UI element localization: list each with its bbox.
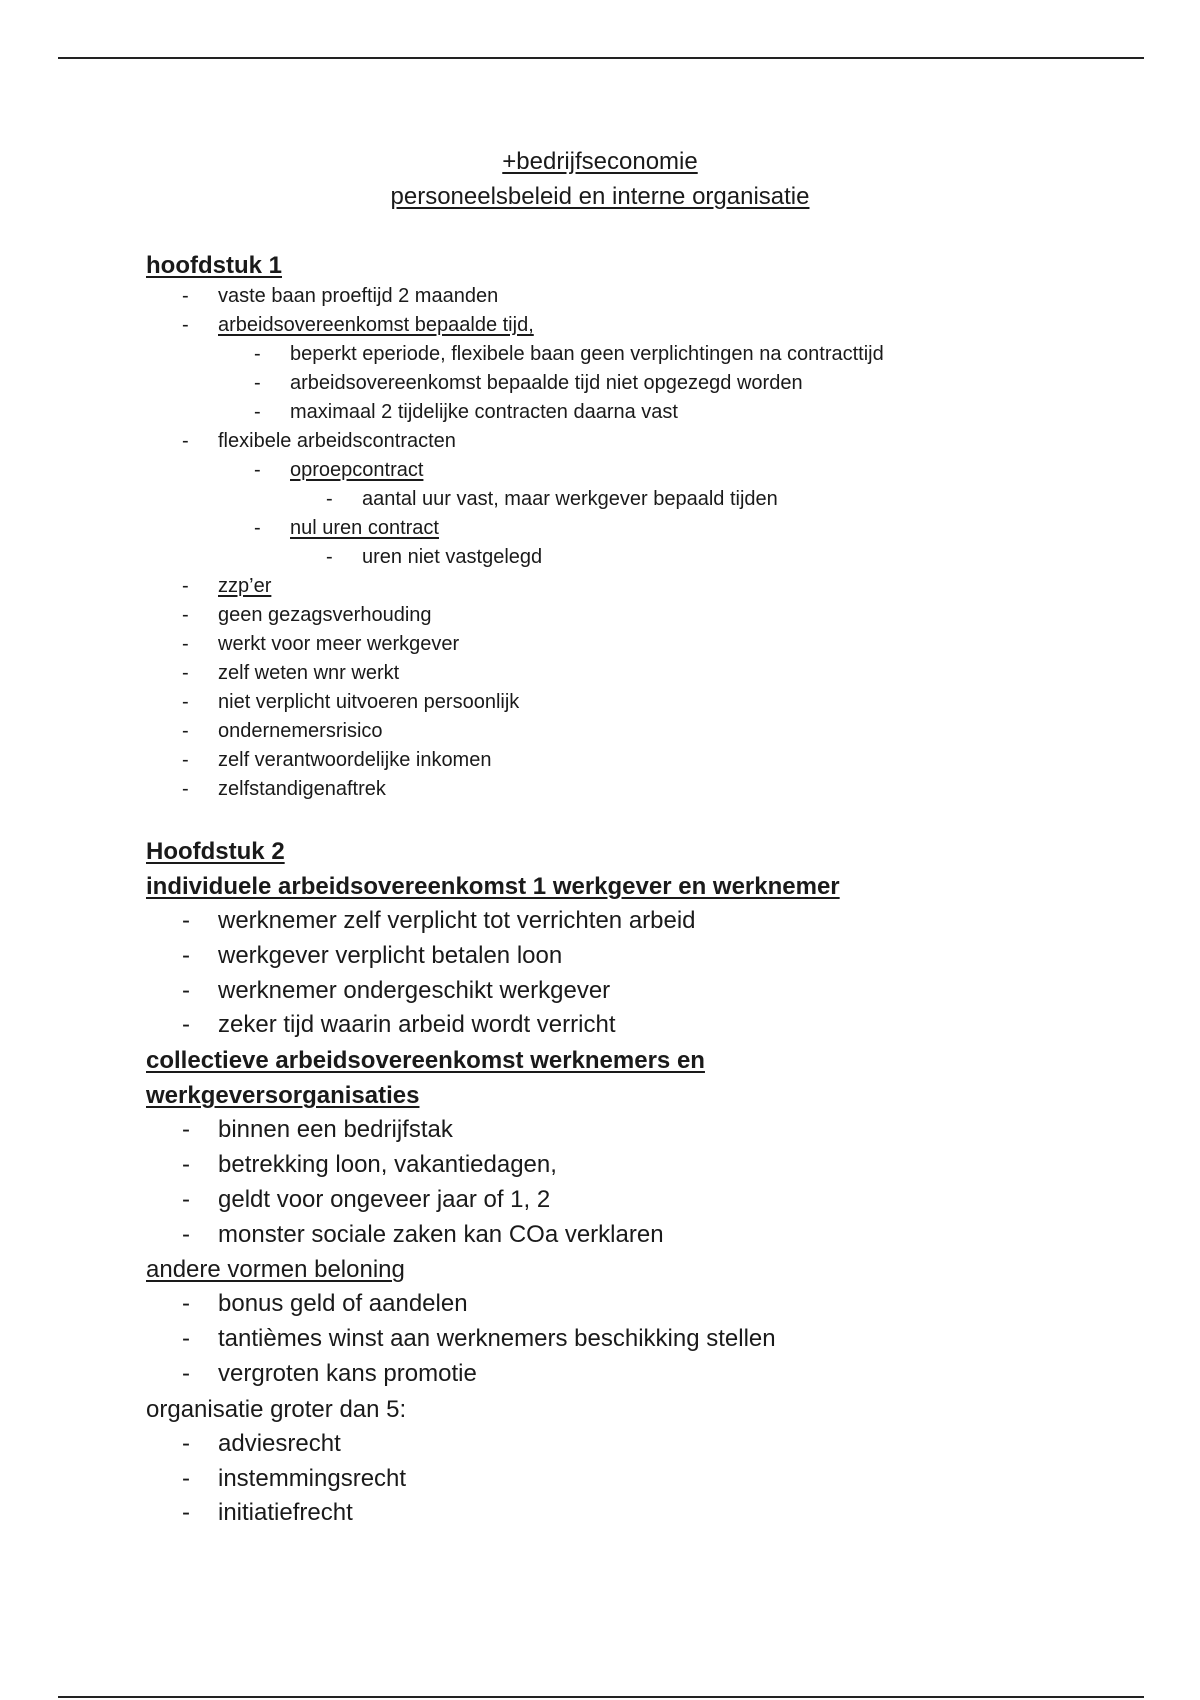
document-subtitle: personeelsbeleid en interne organisatie [390,183,810,210]
organisatie-label: organisatie groter dan 5: [146,1395,407,1423]
list-item: - betrekking loon, vakantiedagen, [146,1148,1146,1183]
chapter-1-list-cont [146,427,1146,456]
flexibel-sublist-cont [146,514,1146,543]
list-item: - werknemer ondergeschikt werkgever [146,974,1146,1009]
chapter-2-heading-text: Hoofdstuk 2 [146,838,285,865]
list-item: - werknemer zelf verplicht tot verrichten arbeid [146,904,1146,939]
list-item: - adviesrecht [146,1427,1146,1462]
flexibel-sublist [146,456,1146,485]
list-item: - binnen een bedrijfstak [146,1113,1146,1148]
individueel-list [146,904,1146,1043]
list-item: - zelf weten wnr werkt [146,659,1146,688]
list-item: - tantièmes winst aan werknemers beschikking stellen [146,1322,1146,1357]
list-item: - arbeidsovereenkomst bepaalde tijd niet opgezegd worden [146,369,1146,398]
list-item: - uren niet vastgelegd [146,543,1146,572]
list-item: - flexibele arbeidscontracten [146,427,1146,456]
collectief-heading [146,1043,1146,1078]
list-item [146,514,1146,543]
collectief-heading-line1: collectieve arbeidsovereenkomst werknemers en [146,1047,705,1075]
bottom-rule [58,1696,1144,1698]
beloning-list [146,1287,1146,1391]
chapter-2 [146,834,1146,1531]
list-item [146,311,1146,340]
list-item: - geldt voor ongeveer jaar of 1, 2 [146,1183,1146,1218]
list-item: - vaste baan proeftijd 2 maanden [146,282,1146,311]
list-item: - bonus geld of aandelen [146,1287,1146,1322]
list-item [146,456,1146,485]
list-item: - zelfstandigenaftrek [146,775,1146,804]
zzp-list [146,572,1146,804]
list-item: - initiatiefrecht [146,1496,1146,1531]
organisatie-list [146,1427,1146,1531]
list-item: - werkt voor meer werkgever [146,630,1146,659]
section-gap [146,804,1146,834]
bepaalde-tijd-sublist [146,340,1146,427]
list-item: - maximaal 2 tijdelijke contracten daarna vast [146,398,1146,427]
beloning-heading [146,1252,1146,1287]
document-title: +bedrijfseconomie [502,148,698,175]
document-header [0,144,1200,214]
individueel-heading [146,869,1146,904]
beloning-heading-text: andere vormen beloning [146,1256,405,1284]
chapter-1 [146,250,1146,804]
list-item [146,572,1146,601]
list-item: - aantal uur vast, maar werkgever bepaald tijden [146,485,1146,514]
chapter-2-heading [146,834,1146,869]
top-rule [58,57,1144,59]
list-item-label: zzp’er [218,575,272,597]
list-item: - geen gezagsverhouding [146,601,1146,630]
individueel-heading-text: individuele arbeidsovereenkomst 1 werkgever en werknemer [146,873,840,900]
collectief-heading-2 [146,1078,1146,1113]
oproep-sublist [146,485,1146,514]
list-item: - monster sociale zaken kan COa verklaren [146,1218,1146,1253]
list-item: - werkgever verplicht betalen loon [146,939,1146,974]
collectief-list [146,1113,1146,1252]
nul-uren-sublist [146,543,1146,572]
list-item-label: nul uren contract [290,517,439,539]
document-body [146,250,1146,1531]
list-item: - instemmingsrecht [146,1462,1146,1497]
chapter-1-heading: hoofdstuk 1 [146,252,282,279]
collectief-heading-line2: werkgeversorganisaties [146,1082,420,1110]
list-item: - zelf verantwoordelijke inkomen [146,746,1146,775]
list-item: - zeker tijd waarin arbeid wordt verricht [146,1008,1146,1043]
list-item: - niet verplicht uitvoeren persoonlijk [146,688,1146,717]
list-item-label: oproepcontract [290,459,424,481]
list-item: - vergroten kans promotie [146,1357,1146,1392]
chapter-1-list [146,282,1146,340]
list-item-label: arbeidsovereenkomst bepaalde tijd, [218,314,534,336]
list-item: - ondernemersrisico [146,717,1146,746]
list-item: - beperkt eperiode, flexibele baan geen verplichtingen na contracttijd [146,340,1146,369]
